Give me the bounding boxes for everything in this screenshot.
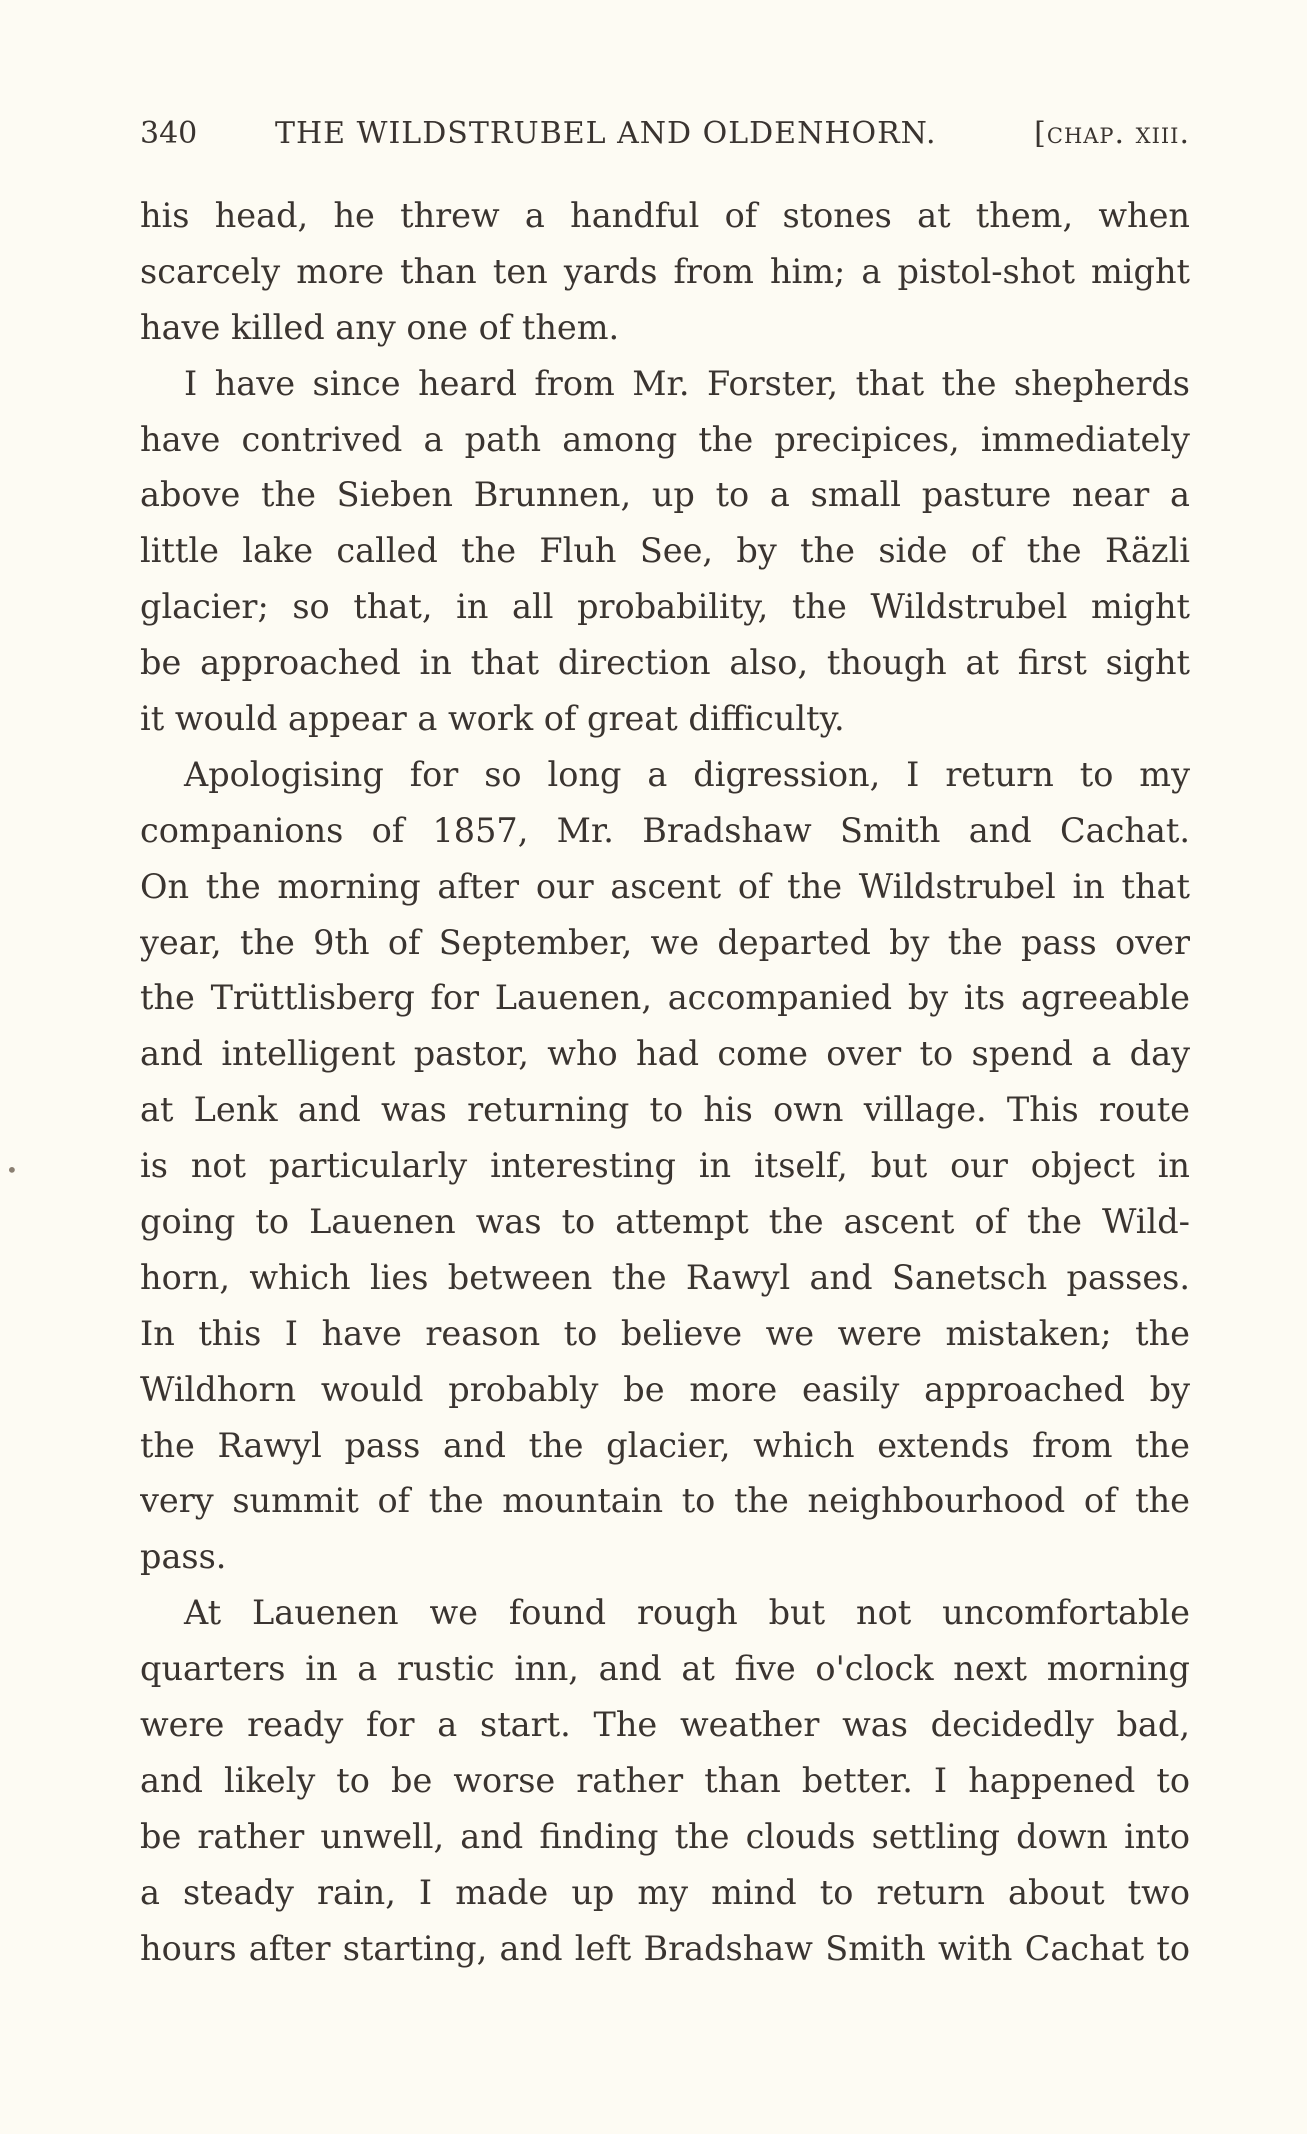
text-line: a steady rain, I made up my mind to return about two [140,1872,1190,1912]
text-line: At Lauenen we found rough but not uncomfortable [184,1593,1190,1633]
text-line: quarters in a rustic inn, and at five o'clock next morning [140,1649,1190,1689]
text-line: and likely to be worse rather than better. I happened to [140,1760,1190,1800]
text-line: is not particularly interesting in itself, but our object in [140,1146,1190,1186]
chapter-reference: [chap. xiii. [1034,116,1190,151]
text-line: at Lenk and was returning to his own village. This route [140,1090,1190,1130]
margin-mark: • [6,1158,18,1182]
text-line: it would appear a work of great difficulty. [140,699,845,739]
text-line: the Trüttlisberg for Lauenen, accompanied by its agreeable [140,978,1190,1018]
text-line: companions of 1857, Mr. Bradshaw Smith and Cachat. [140,810,1190,850]
text-line: and intelligent pastor, who had come over to spend a day [140,1034,1190,1074]
running-title: THE WILDSTRUBEL AND OLDENHORN. [275,116,937,151]
text-line: Apologising for so long a digression, I return to my [184,754,1190,794]
text-line: glacier; so that, in all probability, the Wildstrubel might [140,587,1190,627]
text-line: above the Sieben Brunnen, up to a small pasture near a [140,475,1190,515]
page-number: 340 [140,116,198,151]
text-line: pass. [140,1537,227,1577]
text-line: scarcely more than ten yards from him; a pistol-shot might [140,251,1190,291]
running-header [140,114,1190,154]
text-line: horn, which lies between the Rawyl and Sanetsch passes. [140,1257,1190,1297]
text-line: the Rawyl pass and the glacier, which extends from the [140,1425,1190,1465]
text-line: be approached in that direction also, though at first sight [140,643,1190,683]
text-line: be rather unwell, and finding the clouds settling down into [140,1816,1190,1856]
text-line: Wildhorn would probably be more easily approached by [140,1369,1190,1409]
text-line: his head, he threw a handful of stones at them, when [140,196,1190,235]
text-line: very summit of the mountain to the neighbourhood of the [140,1481,1190,1521]
text-line: hours after starting, and left Bradshaw Smith with Cachat to [140,1928,1190,1968]
text-line: have contrived a path among the precipices, immediately [140,419,1190,459]
text-line: year, the 9th of September, we departed by the pass over [140,922,1190,962]
text-line: In this I have reason to believe we were mistaken; the [140,1313,1190,1353]
text-line: were ready for a start. The weather was decidedly bad, [140,1705,1190,1745]
text-line: On the morning after our ascent of the Wildstrubel in that [140,866,1190,906]
text-line: have killed any one of them. [140,307,620,347]
body-text [140,188,1190,1977]
text-line: little lake called the Fluh See, by the side of the Räzli [140,531,1190,571]
text-line: I have since heard from Mr. Forster, that the shepherds [184,363,1190,403]
text-line: going to Lauenen was to attempt the ascent of the Wild- [140,1202,1190,1242]
